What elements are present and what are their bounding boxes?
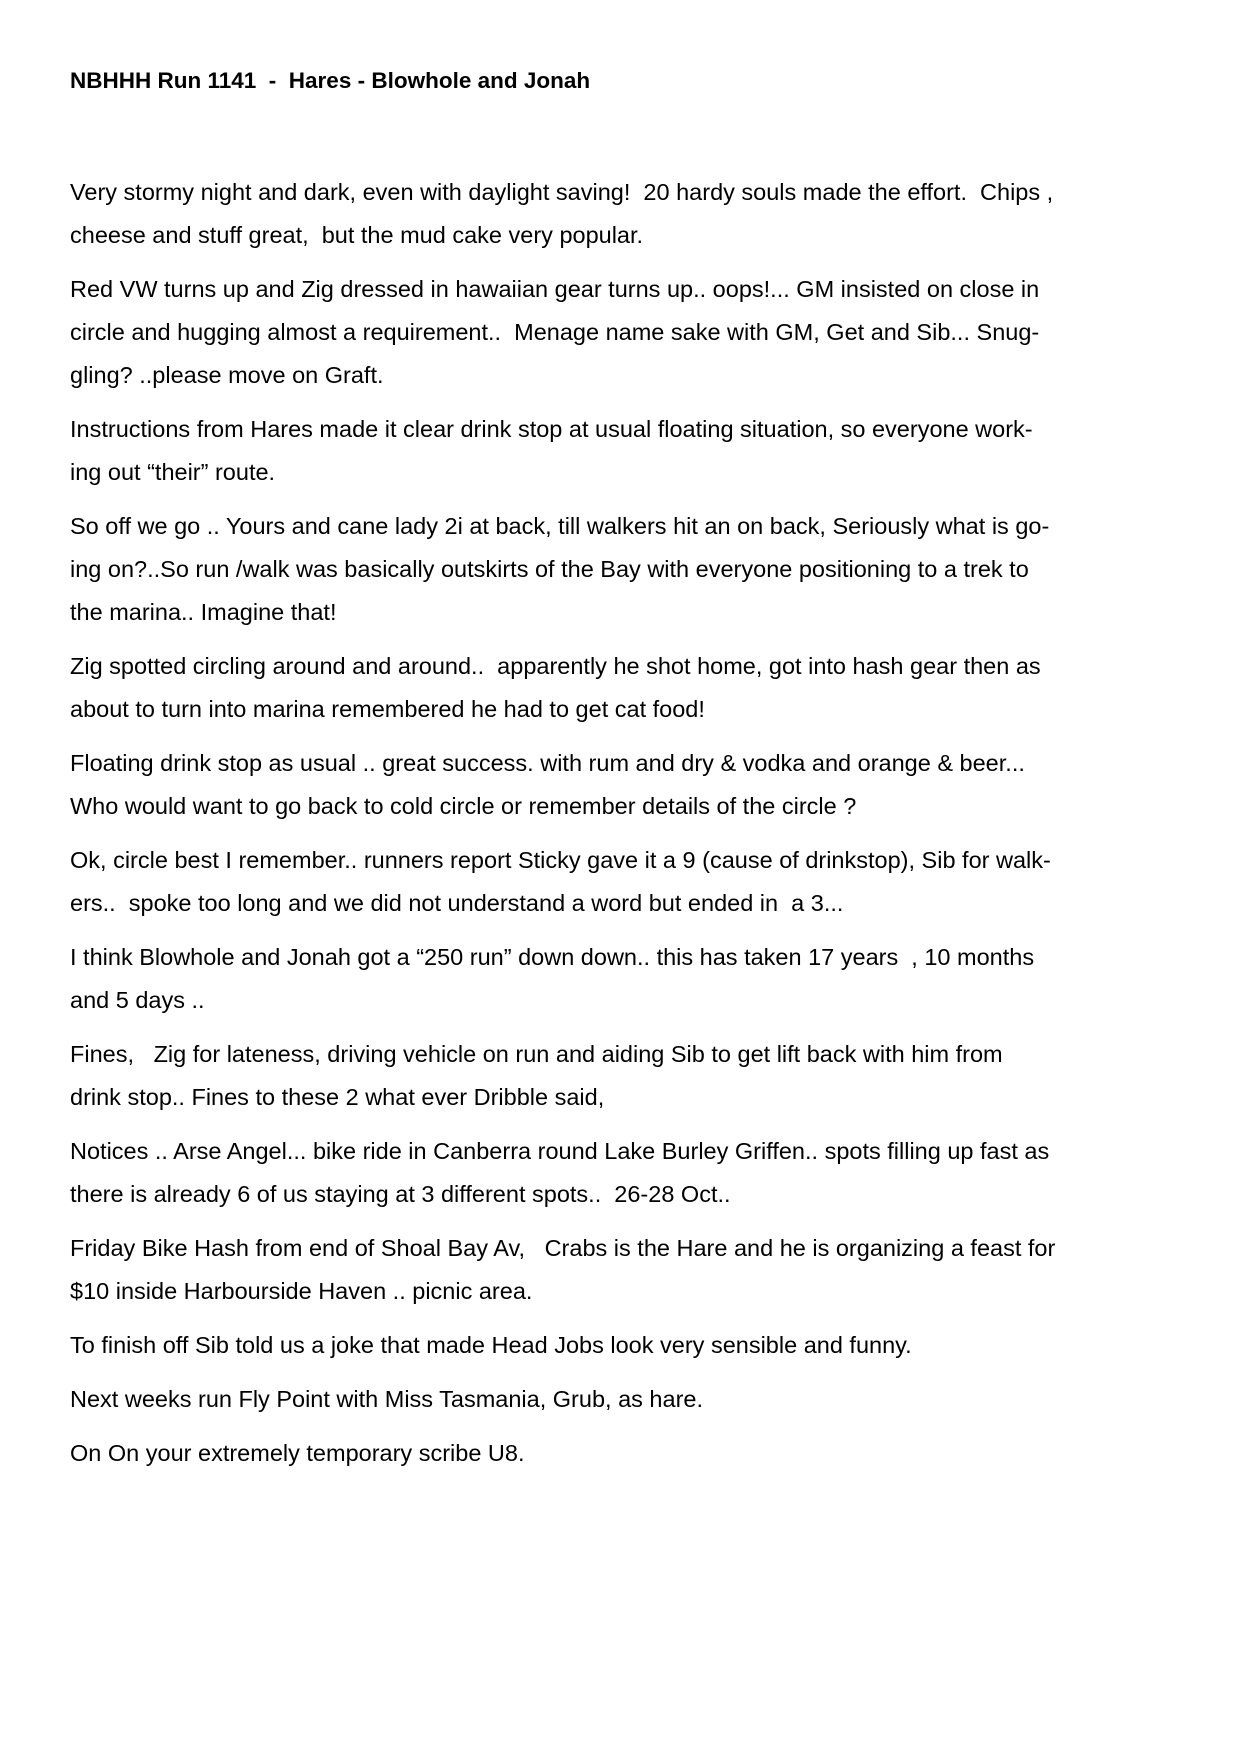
paragraph-joke: To finish off Sib told us a joke that made Head Jobs look very sensible and funny. (70, 1332, 912, 1358)
paragraph-red-vw: Red VW turns up and Zig dressed in hawaiian gear turns up.. oops!... GM insisted on close in circle and hugging almost a requirement.. Menage name sake with GM, Get and Sib... Snug- gling? ..please move on Graft. (70, 276, 1040, 388)
document-body (70, 171, 1200, 1486)
document-title: NBHHH Run 1141 - Hares - Blowhole and Jonah (70, 68, 591, 93)
paragraph-circle: Ok, circle best I remember.. runners report Sticky gave it a 9 (cause of drinkstop), Sib for walk- ers.. spoke too long and we did not understand a word but ended in a 3... (70, 847, 1051, 916)
paragraph-off-we-go: So off we go .. Yours and cane lady 2i at back, till walkers hit an on back, Seriously what is go- ing on?..So run /walk was basically outskirts of the Bay with everyone positioning to a trek to the marina.. Imagine that! (70, 513, 1050, 625)
paragraph-fines: Fines, Zig for lateness, driving vehicle on run and aiding Sib to get lift back with him from drink stop.. Fines to these 2 what ever Dribble said, (70, 1041, 1003, 1110)
paragraph-drink-stop: Floating drink stop as usual .. great success. with rum and dry & vodka and orange & beer... Who would want to go back to cold circle or remember details of the circle ? (70, 750, 1025, 819)
paragraph-next-run: Next weeks run Fly Point with Miss Tasmania, Grub, as hare. (70, 1386, 703, 1412)
paragraph-stormy-night: Very stormy night and dark, even with daylight saving! 20 hardy souls made the effort. Chips , cheese and stuff great, but the mud cake very popular. (70, 179, 1054, 248)
paragraph-notices: Notices .. Arse Angel... bike ride in Canberra round Lake Burley Griffen.. spots filling up fast as there is already 6 of us staying at 3 different spots.. 26-28 Oct.. (70, 1138, 1050, 1207)
paragraph-bike-hash: Friday Bike Hash from end of Shoal Bay Av, Crabs is the Hare and he is organizing a feast for $10 inside Harbourside Haven .. picnic area. (70, 1235, 1056, 1304)
paragraph-250-run: I think Blowhole and Jonah got a “250 run” down down.. this has taken 17 years , 10 months and 5 days .. (70, 944, 1035, 1013)
paragraph-sign-off: On On your extremely temporary scribe U8. (70, 1440, 525, 1466)
paragraph-instructions: Instructions from Hares made it clear drink stop at usual floating situation, so everyone work- ing out “their” route. (70, 416, 1033, 485)
paragraph-zig-spotted: Zig spotted circling around and around.. apparently he shot home, got into hash gear then as about to turn into marina remembered he had to get cat food! (70, 653, 1041, 722)
